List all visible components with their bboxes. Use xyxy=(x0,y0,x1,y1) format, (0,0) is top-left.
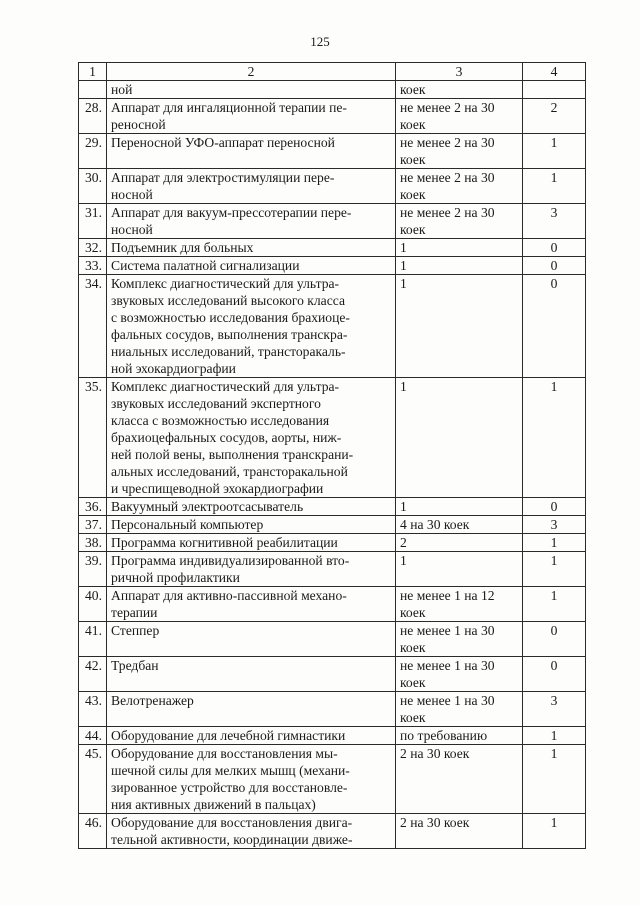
quantity-cell: 1 xyxy=(396,378,523,498)
quantity-cell: 2 на 30 коек xyxy=(396,745,523,814)
equipment-table xyxy=(78,62,586,849)
table-row xyxy=(79,727,586,745)
table-row xyxy=(79,81,586,99)
quantity-cell: не менее 2 на 30 коек xyxy=(396,204,523,239)
row-number-cell: 40. xyxy=(79,587,107,622)
row-number-cell xyxy=(79,81,107,99)
table-row xyxy=(79,134,586,169)
quantity-cell: 1 xyxy=(396,552,523,587)
equipment-name-cell: Комплекс диагностический для ультра- звуковых исследований экспертного класса с возможностью исследования брахиоцефальных сосудов, аорты, ниж- ней полой вены, выполнения транскрани- альных исследований, трансторакальной и чреспищеводной эхокардиографии xyxy=(107,378,396,498)
category-cell: 3 xyxy=(523,692,586,727)
equipment-name-cell: Программа когнитивной реабилитации xyxy=(107,534,396,552)
table-row xyxy=(79,552,586,587)
column-header: 4 xyxy=(523,63,586,81)
equipment-name-cell: Персональный компьютер xyxy=(107,516,396,534)
row-number-cell: 39. xyxy=(79,552,107,587)
category-cell: 0 xyxy=(523,239,586,257)
table-row xyxy=(79,257,586,275)
equipment-name-cell: Оборудование для восстановления двига- тельной активности, координации движе- xyxy=(107,814,396,849)
category-cell: 1 xyxy=(523,745,586,814)
page-number: 125 xyxy=(310,34,330,49)
category-cell: 1 xyxy=(523,727,586,745)
equipment-name-cell: Аппарат для электростимуляции пере- носной xyxy=(107,169,396,204)
table-row xyxy=(79,204,586,239)
row-number-cell: 38. xyxy=(79,534,107,552)
table-header-row xyxy=(79,63,586,81)
quantity-cell: 4 на 30 коек xyxy=(396,516,523,534)
quantity-cell: 1 xyxy=(396,275,523,378)
row-number-cell: 36. xyxy=(79,498,107,516)
category-cell: 2 xyxy=(523,99,586,134)
table-row xyxy=(79,814,586,849)
row-number-cell: 35. xyxy=(79,378,107,498)
table-row xyxy=(79,378,586,498)
category-cell: 1 xyxy=(523,134,586,169)
category-cell: 0 xyxy=(523,657,586,692)
category-cell: 1 xyxy=(523,814,586,849)
row-number-cell: 46. xyxy=(79,814,107,849)
row-number-cell: 37. xyxy=(79,516,107,534)
equipment-name-cell: Программа индивидуализированной вто- ричной профилактики xyxy=(107,552,396,587)
equipment-name-cell: Оборудование для восстановления мы- шечной силы для мелких мышц (механи- зированное устройство для восстановле- ния активных движений в пальцах) xyxy=(107,745,396,814)
category-cell: 1 xyxy=(523,587,586,622)
table-row xyxy=(79,239,586,257)
table-row xyxy=(79,657,586,692)
quantity-cell: не менее 1 на 30 коек xyxy=(396,692,523,727)
quantity-cell: не менее 1 на 12 коек xyxy=(396,587,523,622)
category-cell: 0 xyxy=(523,257,586,275)
table-row xyxy=(79,534,586,552)
equipment-name-cell: Велотренажер xyxy=(107,692,396,727)
table-row xyxy=(79,516,586,534)
equipment-name-cell: Переносной УФО-аппарат переносной xyxy=(107,134,396,169)
equipment-name-cell: Подъемник для больных xyxy=(107,239,396,257)
table-row xyxy=(79,169,586,204)
row-number-cell: 33. xyxy=(79,257,107,275)
table-row xyxy=(79,622,586,657)
category-cell: 1 xyxy=(523,378,586,498)
category-cell: 3 xyxy=(523,516,586,534)
category-cell: 0 xyxy=(523,498,586,516)
quantity-cell: по требованию xyxy=(396,727,523,745)
table-row xyxy=(79,692,586,727)
row-number-cell: 44. xyxy=(79,727,107,745)
table-row xyxy=(79,745,586,814)
quantity-cell: не менее 2 на 30 коек xyxy=(396,169,523,204)
category-cell: 0 xyxy=(523,275,586,378)
quantity-cell: не менее 1 на 30 коек xyxy=(396,622,523,657)
quantity-cell: 1 xyxy=(396,498,523,516)
column-header: 2 xyxy=(107,63,396,81)
row-number-cell: 28. xyxy=(79,99,107,134)
quantity-cell: 1 xyxy=(396,257,523,275)
row-number-cell: 34. xyxy=(79,275,107,378)
category-cell: 3 xyxy=(523,204,586,239)
row-number-cell: 45. xyxy=(79,745,107,814)
row-number-cell: 32. xyxy=(79,239,107,257)
quantity-cell: 1 xyxy=(396,239,523,257)
row-number-cell: 41. xyxy=(79,622,107,657)
equipment-name-cell: Оборудование для лечебной гимнастики xyxy=(107,727,396,745)
row-number-cell: 30. xyxy=(79,169,107,204)
table-row xyxy=(79,99,586,134)
equipment-name-cell: Система палатной сигнализации xyxy=(107,257,396,275)
equipment-name-cell: Степпер xyxy=(107,622,396,657)
equipment-name-cell: Вакуумный электроотсасыватель xyxy=(107,498,396,516)
quantity-cell: не менее 2 на 30 коек xyxy=(396,99,523,134)
category-cell: 0 xyxy=(523,622,586,657)
category-cell: 1 xyxy=(523,534,586,552)
quantity-cell: 2 xyxy=(396,534,523,552)
category-cell xyxy=(523,81,586,99)
row-number-cell: 42. xyxy=(79,657,107,692)
equipment-name-cell: Аппарат для ингаляционной терапии пе- реносной xyxy=(107,99,396,134)
table-row xyxy=(79,275,586,378)
equipment-name-cell: Комплекс диагностический для ультра- звуковых исследований высокого класса с возможностью исследования брахиоце- фальных сосудов, выполнения транскра- ниальных исследований, трансторакаль- ной эхокардиографии xyxy=(107,275,396,378)
row-number-cell: 43. xyxy=(79,692,107,727)
category-cell: 1 xyxy=(523,169,586,204)
table-row xyxy=(79,587,586,622)
quantity-cell: не менее 2 на 30 коек xyxy=(396,134,523,169)
quantity-cell: не менее 1 на 30 коек xyxy=(396,657,523,692)
equipment-name-cell: Аппарат для активно-пассивной механо- терапии xyxy=(107,587,396,622)
column-header: 1 xyxy=(79,63,107,81)
row-number-cell: 31. xyxy=(79,204,107,239)
quantity-cell: 2 на 30 коек xyxy=(396,814,523,849)
column-header: 3 xyxy=(396,63,523,81)
equipment-name-cell: Аппарат для вакуум-прессотерапии пере- носной xyxy=(107,204,396,239)
equipment-name-cell: Тредбан xyxy=(107,657,396,692)
quantity-cell: коек xyxy=(396,81,523,99)
table-row xyxy=(79,498,586,516)
row-number-cell: 29. xyxy=(79,134,107,169)
category-cell: 1 xyxy=(523,552,586,587)
equipment-name-cell: ной xyxy=(107,81,396,99)
